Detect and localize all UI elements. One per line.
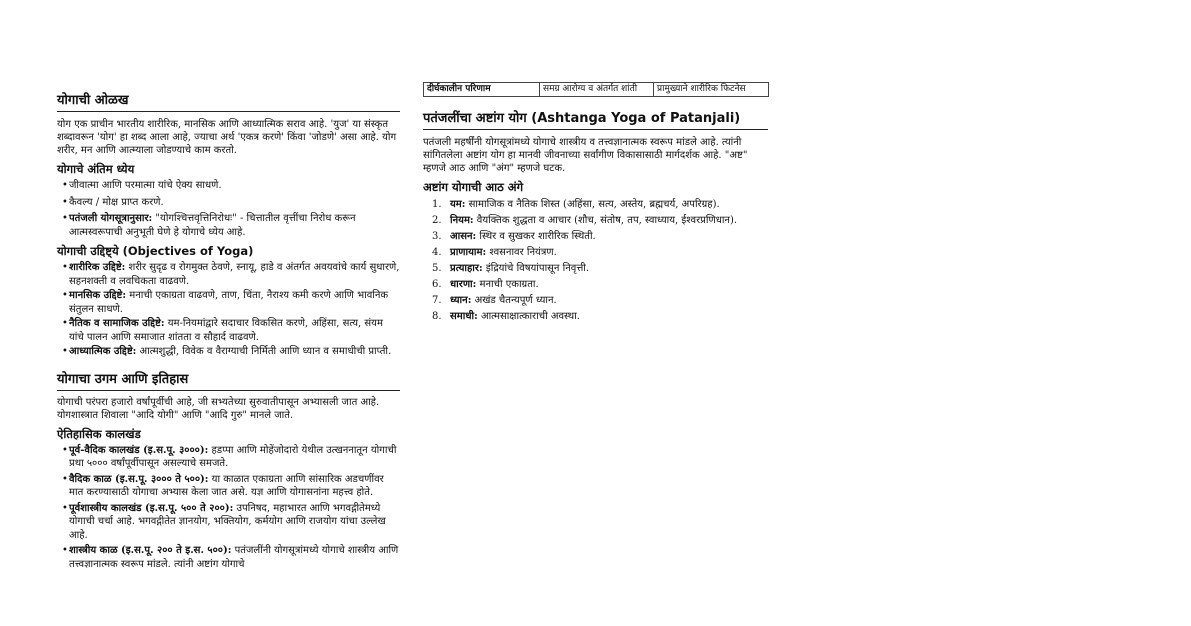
list-item: 4. प्राणायाम: श्वसनावर नियंत्रण. (432, 247, 557, 258)
ashtanga-paragraph: पतंजली महर्षींनी योगसूत्रांमध्ये योगाचे शास्त्रीय व तत्त्वज्ञानात्मक स्वरूप मांडले आहे. त्यांनी सांगितलेला अष्टांग योग हा मानवी जीवनाच्या सर्वांगीण विकासासाठी मार्गदर्शक आहे. "अष्ट" म्हणजे आठ आणि "अंग" म्हणजे घटक. (423, 137, 748, 174)
ultimate-goal-list (57, 179, 400, 239)
list-item: • मानसिक उद्दिष्टे: मनाची एकाग्रता वाढवणे, ताण, चिंता, नैराश्य कमी करणे आणि भावनिक संतुलन साधणे. (69, 289, 400, 316)
list-item: • नैतिक व सामाजिक उद्दिष्टे: यम-नियमांद्वारे सदाचार विकसित करणे, अहिंसा, सत्य, संयम यांचे पालन आणि समाजात शांतता व सौहार्द वाढवणे. (69, 317, 400, 344)
list-item: 5. प्रत्याहार: इंद्रियांचे विषयांपासून निवृत्ती. (432, 263, 590, 274)
ultimate-goal-heading: योगाचे अंतिम ध्येय (57, 162, 135, 176)
table-cell: दीर्घकालीन परिणाम (424, 83, 540, 97)
timeline-heading: ऐतिहासिक कालखंड (57, 426, 141, 441)
intro-paragraph: योग एक प्राचीन भारतीय शारीरिक, मानसिक आणि आध्यात्मिक सराव आहे. 'युज' या संस्कृत शब्दावरून 'योग' हा शब्द आला आहे, ज्याचा अर्थ 'एकत्र करणे' किंवा 'जोडणे' असा आहे. योग शरीर, मन आणि आत्म्याला जोडण्याचे काम करतो. (57, 119, 397, 156)
intro-heading: योगाची ओळख (57, 93, 400, 112)
limbs-heading: अष्टांग योगाची आठ अंगे (423, 180, 524, 194)
list-item: • पूर्वशास्त्रीय कालखंड (इ.स.पू. ५०० ते २००): उपनिषद, महाभारत आणि भगवद्गीतेमध्ये योगाची चर्चा आहे. भगवद्गीतेत ज्ञानयोग, भक्तियोग, कर्मयोग आणि राजयोग यांचा उल्लेख आहे. (69, 502, 400, 543)
ashtanga-heading: पतंजलींचा अष्टांग योग (Ashtanga Yoga of Patanjali) (423, 111, 768, 130)
list-item: 7. ध्यान: अखंड चैतन्यपूर्ण ध्यान. (432, 295, 557, 306)
list-item: • आध्यात्मिक उद्दिष्टे: आत्मशुद्धी, विवेक व वैराग्याची निर्मिती आणि ध्यान व समाधीची प्राप्ती. (69, 345, 400, 359)
comparison-table (423, 82, 769, 97)
list-item: • कैवल्य / मोक्ष प्राप्त करणे. (69, 196, 400, 210)
timeline-list (57, 444, 400, 572)
right-column (423, 0, 768, 323)
list-item: • पतंजली योगसूत्रानुसार: "योगश्चित्तवृत्तिनिरोधः" - चित्तातील वृत्तींचा निरोध करून आत्मस्वरूपाची अनुभूती घेणे हे योगाचे ध्येय आहे. (69, 212, 400, 239)
list-item: • वैदिक काळ (इ.स.पू. ३००० ते ५००): या काळात एकाग्रता आणि सांसारिक अडचणींवर मात करण्यासाठी योगाचा अभ्यास केला जात असे. यज्ञ आणि योगासनांना महत्त्व होते. (69, 473, 400, 500)
objectives-list (57, 261, 400, 359)
list-item: • शास्त्रीय काळ (इ.स.पू. २०० ते इ.स. ५००): पतंजलींनी योगसूत्रांमध्ये योगाचे शास्त्रीय आणि तत्त्वज्ञानात्मक स्वरूप मांडले. त्यांनी अष्टांग योगाचे (69, 544, 400, 571)
list-item: 2. नियम: वैयक्तिक शुद्धता व आचार (शौच, संतोष, तप, स्वाध्याय, ईश्वरप्रणिधान). (432, 215, 738, 226)
list-item: • पूर्व-वैदिक कालखंड (इ.स.पू. ३०००): हडप्पा आणि मोहेंजोदारो येथील उत्खननातून योगाची प्रथा ५००० वर्षांपूर्वीपासून असल्याचे समजते. (69, 444, 400, 471)
list-item: 6. धारणा: मनाची एकाग्रता. (432, 279, 539, 290)
history-heading: योगाचा उगम आणि इतिहास (57, 372, 400, 391)
left-column (57, 0, 400, 571)
table-cell: प्रामुख्याने शारीरिक फिटनेस (654, 83, 769, 97)
history-paragraph: योगाची परंपरा हजारो वर्षांपूर्वीची आहे, जी सभ्यतेच्या सुरुवातीपासून अभ्यासली जात आहे. योगशास्त्रात शिवाला "आदि योगी" आणि "आदि गुरु" मानले जाते. (57, 396, 380, 421)
list-item: 8. समाधी: आत्मसाक्षात्काराची अवस्था. (432, 311, 580, 322)
objectives-heading: योगाची उद्दिष्ट्ये (Objectives of Yoga) (57, 244, 254, 258)
list-item: • शारीरिक उद्दिष्टे: शरीर सुदृढ व रोगमुक्त ठेवणे, स्नायू, हाडे व अंतर्गत अवयवांचे कार्य सुधारणे, सहनशक्ती व लवचिकता वाढवणे. (69, 261, 400, 288)
list-item: 1. यम: सामाजिक व नैतिक शिस्त (अहिंसा, सत्य, अस्तेय, ब्रह्मचर्य, अपरिग्रह). (432, 199, 720, 210)
list-item: • जीवात्मा आणि परमात्मा यांचे ऐक्य साधणे. (69, 179, 400, 193)
list-item: 3. आसन: स्थिर व सुखकर शारीरिक स्थिती. (432, 231, 596, 242)
table-cell: समग्र आरोग्य व अंतर्गत शांती (540, 83, 654, 97)
table-row (424, 83, 769, 97)
limbs-list (423, 198, 768, 323)
